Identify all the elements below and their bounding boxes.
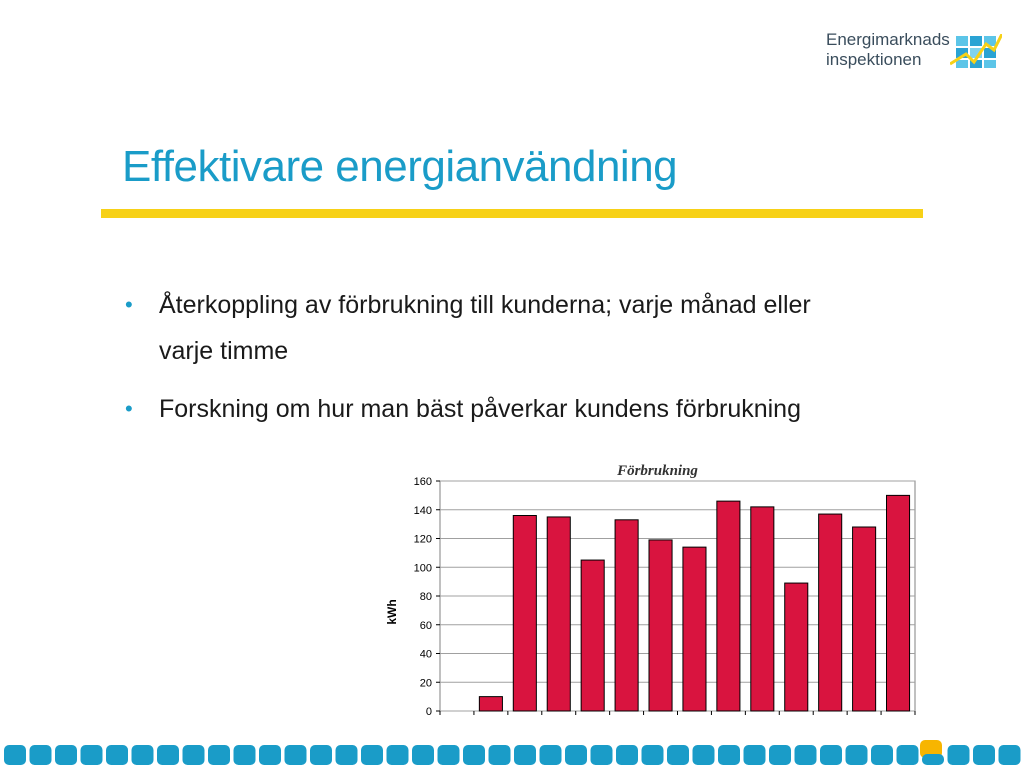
footer-dot: [897, 745, 919, 765]
footer-dot: [999, 745, 1021, 765]
y-tick-label: 160: [413, 476, 432, 488]
y-tick-label: 100: [413, 562, 432, 575]
bar: [819, 514, 842, 711]
footer-dot: [846, 745, 868, 765]
bar: [615, 520, 638, 711]
footer-dot: [55, 745, 77, 765]
y-tick-label: 120: [413, 533, 432, 546]
bar: [785, 583, 808, 711]
footer-dot: [744, 745, 766, 765]
decorative-footer-band: [0, 738, 1024, 768]
bullet-text: Forskning om hur man bäst påverkar kundens förbrukning: [159, 395, 801, 423]
footer-dot: [922, 754, 944, 765]
y-tick-label: 60: [419, 619, 432, 632]
footer-dot: [387, 745, 409, 765]
footer-dot: [259, 745, 281, 765]
bullet-list: [125, 282, 865, 444]
logo-line-2: inspektionen: [826, 50, 922, 69]
y-tick-label: 140: [413, 504, 432, 517]
footer-dot: [693, 745, 715, 765]
footer-dot: [820, 745, 842, 765]
bullet-icon: •: [125, 396, 133, 421]
bullet-text: Återkoppling av förbrukning till kunderna; varje månad eller varje timme: [159, 291, 811, 365]
bullet-icon: •: [125, 292, 133, 317]
company-logo: [826, 30, 1006, 76]
chart-title: Förbrukning: [617, 463, 698, 479]
footer-dot: [234, 745, 256, 765]
footer-dot: [973, 745, 995, 765]
bullet-item: [125, 386, 865, 432]
title-underline: [101, 209, 923, 218]
footer-dot: [667, 745, 689, 765]
footer-dot: [336, 745, 358, 765]
bar: [547, 517, 570, 711]
footer-dot: [208, 745, 230, 765]
y-tick-label: 80: [419, 591, 432, 603]
footer-dot: [565, 745, 587, 765]
footer-dot: [438, 745, 460, 765]
y-axis-label: kWh: [385, 599, 399, 625]
footer-dot: [591, 745, 613, 765]
logo-mark-icon: [950, 34, 1002, 70]
y-tick-label: 0: [425, 706, 432, 718]
footer-dot: [948, 745, 970, 765]
footer-dot: [718, 745, 740, 765]
bar: [581, 560, 604, 711]
footer-dot: [616, 745, 638, 765]
footer-dot: [285, 745, 307, 765]
logo-text: [826, 30, 950, 70]
bar: [649, 540, 672, 711]
logo-line-1: Energimarknads: [826, 30, 950, 49]
footer-dot: [310, 745, 332, 765]
bar: [513, 516, 536, 712]
consumption-bar-chart: [370, 455, 930, 725]
footer-dot: [769, 745, 791, 765]
y-tick-label: 40: [419, 648, 432, 661]
footer-dot: [183, 745, 205, 765]
bar: [479, 697, 502, 711]
footer-dot: [157, 745, 179, 765]
footer-dot: [4, 745, 26, 765]
footer-dot: [412, 745, 434, 765]
bar: [683, 547, 706, 711]
footer-dot: [540, 745, 562, 765]
bar: [717, 501, 740, 711]
footer-dot: [642, 745, 664, 765]
footer-dot: [871, 745, 893, 765]
slide-title: Effektivare energianvändning: [122, 142, 678, 191]
footer-dot: [514, 745, 536, 765]
footer-dot: [361, 745, 383, 765]
bullet-item: [125, 282, 865, 374]
footer-dot: [795, 745, 817, 765]
bar: [887, 495, 910, 711]
footer-dot: [106, 745, 128, 765]
footer-dot: [30, 745, 52, 765]
footer-dot: [81, 745, 103, 765]
y-tick-label: 20: [419, 677, 432, 690]
footer-dot: [132, 745, 154, 765]
footer-dot: [489, 745, 511, 765]
bar: [853, 527, 876, 711]
bar: [751, 507, 774, 711]
footer-dot: [463, 745, 485, 765]
